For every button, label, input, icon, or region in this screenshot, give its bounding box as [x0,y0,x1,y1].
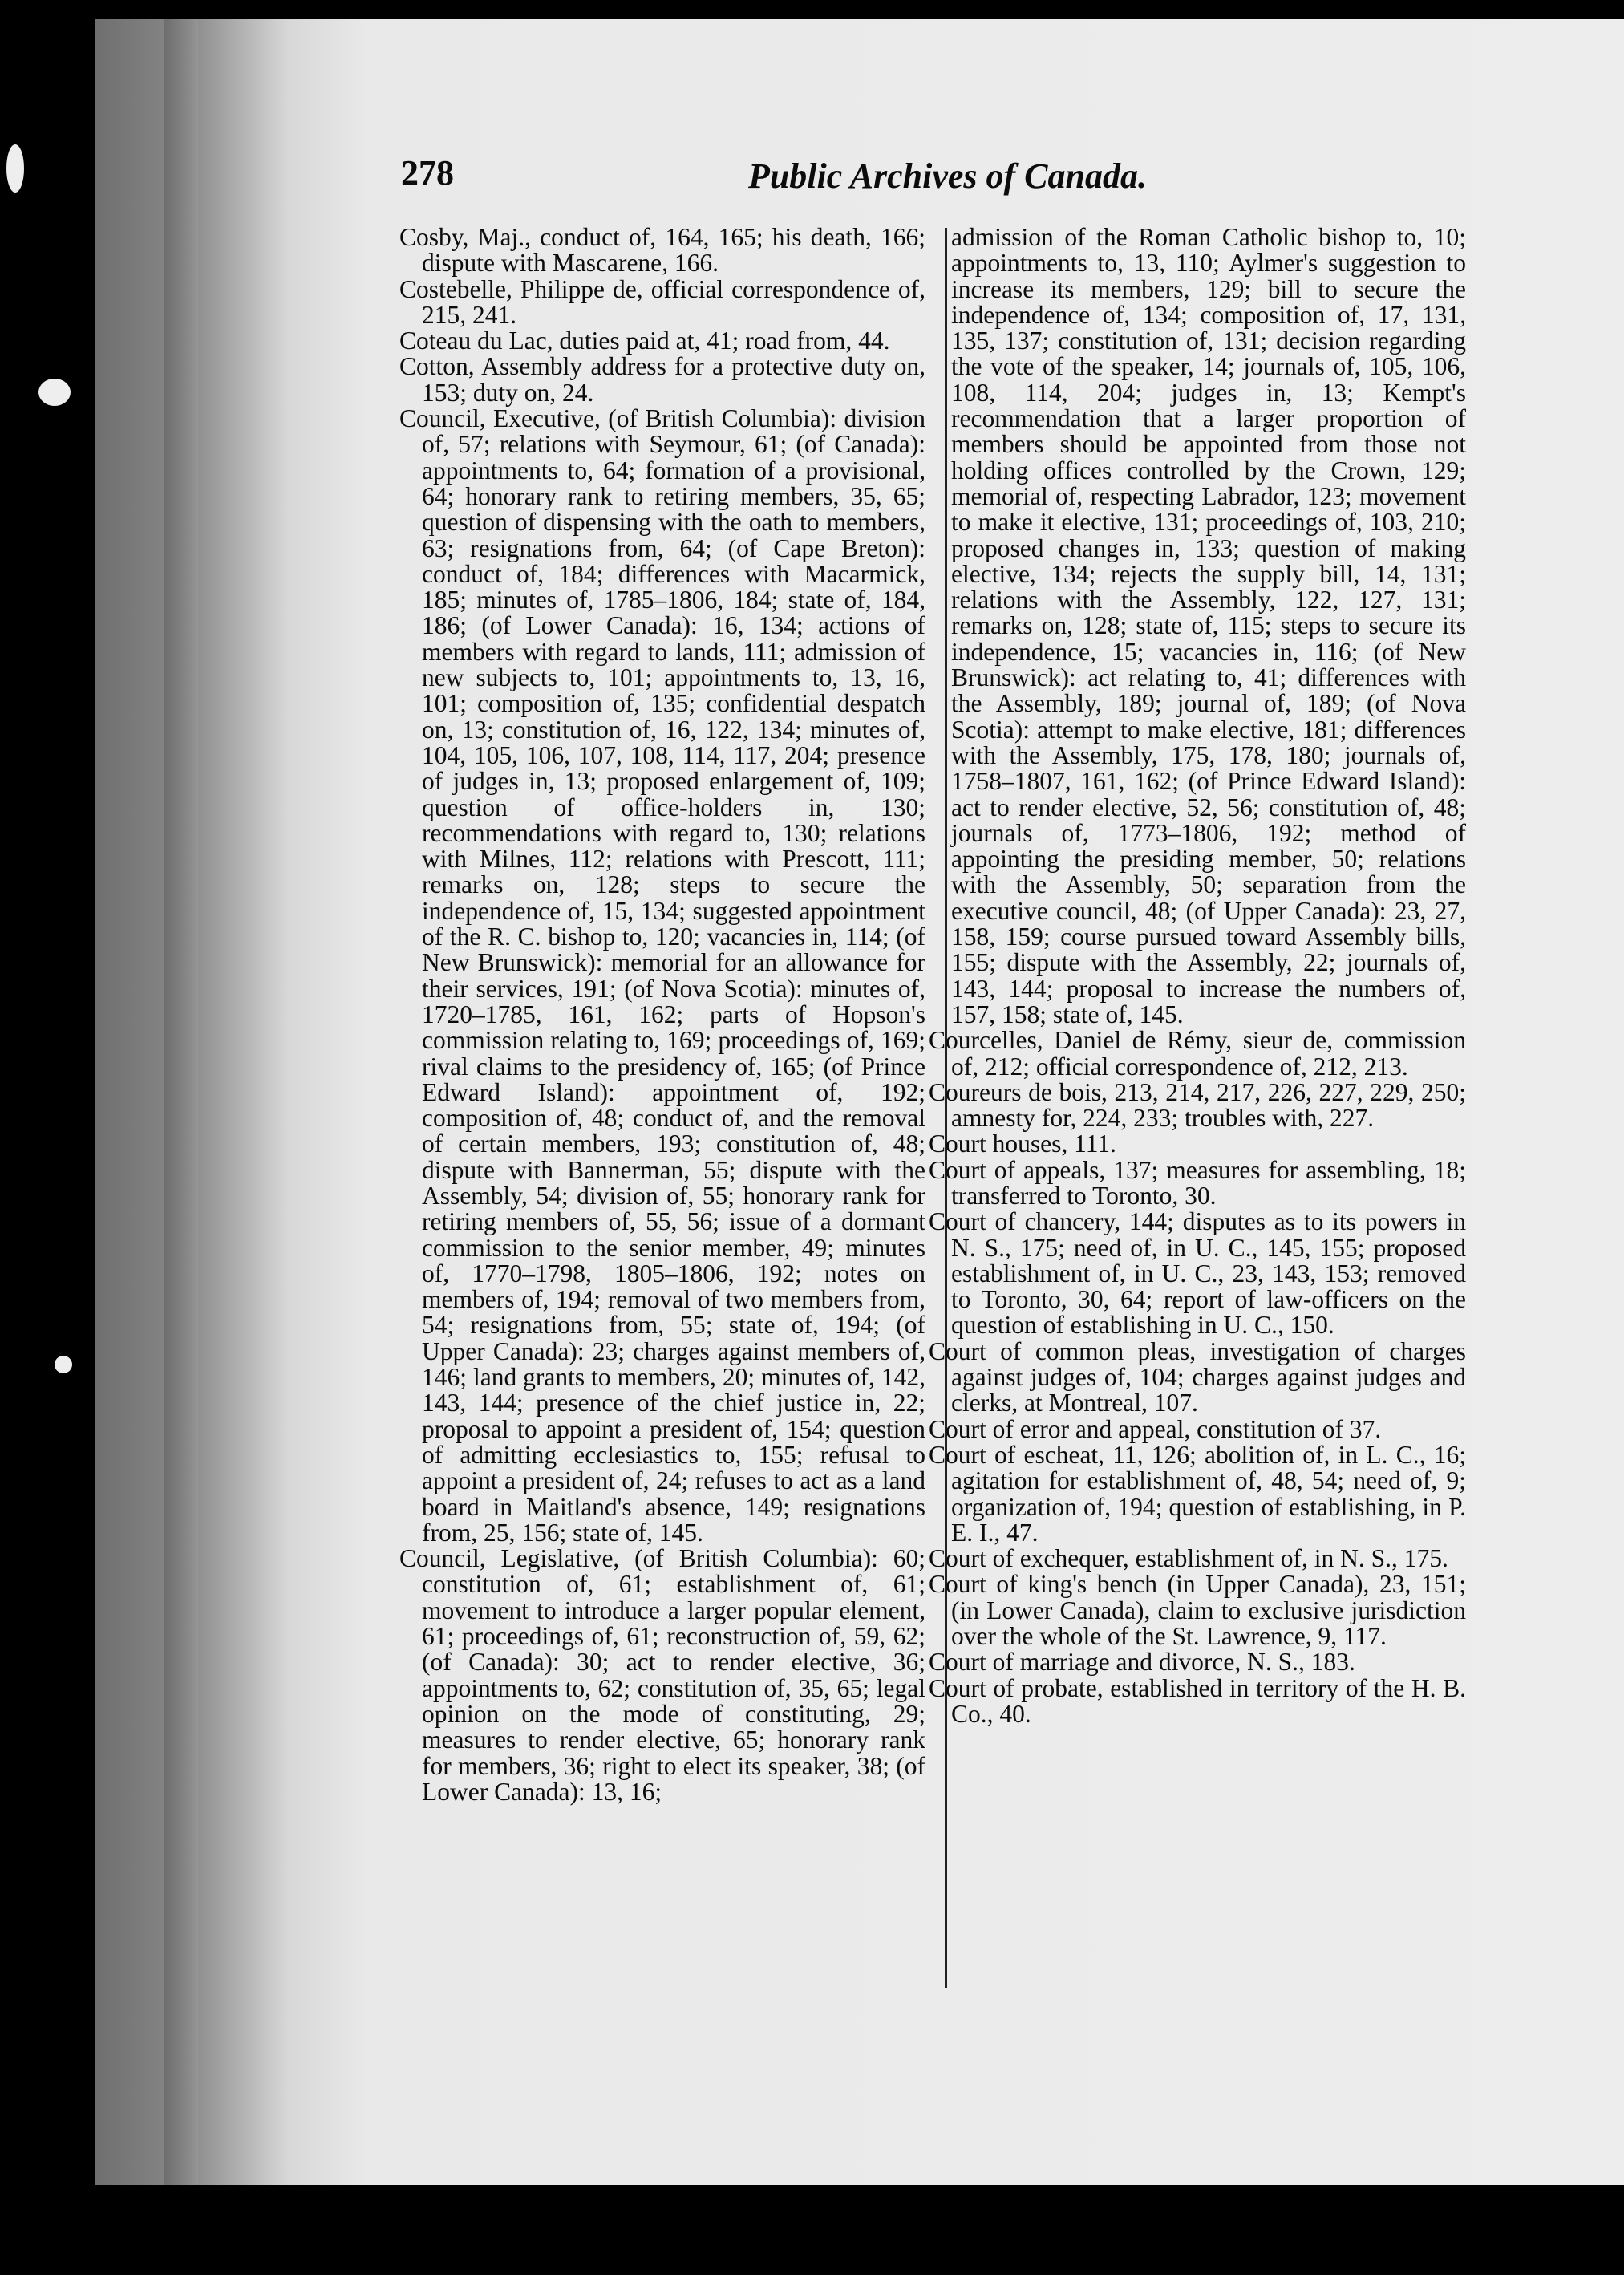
index-entry: Court of marriage and divorce, N. S., 183. [929,1648,1355,1677]
index-entry: Coureurs de bois, 213, 214, 217, 226, 227, 229, 250; amnesty for, 224, 233; troubles with, 227. [929,1077,1466,1133]
index-entry: Court of escheat, 11, 126; abolition of, in L. C., 16; agitation for establishment of, 48, 54; need of, 9; organization of, 194; question of establishing, in P. E. I., 47. [929,1440,1466,1547]
page-gutter-shadow [164,19,198,2185]
edge-speck [38,379,71,406]
index-entry: Court of error and appeal, constitution of 37. [929,1414,1382,1443]
page-number: 278 [401,153,454,193]
index-entry: Court of appeals, 137; measures for assembling, 18; transferred to Toronto, 30. [929,1155,1466,1210]
index-entry: Cotton, Assembly address for a protective duty on, 153; duty on, 24. [399,352,925,407]
edge-speck [55,1356,72,1373]
edge-speck [6,144,24,193]
index-entry: Court of probate, established in territory of the H. B. Co., 40. [929,1673,1466,1728]
index-entry: Court of chancery, 144; disputes as to its powers in N. S., 175; need of, in U. C., 145, 155; proposed establishment of, in U. C., 23, 143, 153; removed to Toronto, 30, 64; report of law-officers on the question of establishing in U. C., 150. [929,1207,1466,1340]
page-header [401,152,1147,201]
index-entry: Court of common pleas, investigation of charges against judges of, 104; charges against judges and clerks, at Montreal, 107. [929,1336,1466,1417]
index-entry: Court of exchequer, establishment of, in N. S., 175. [929,1544,1448,1573]
index-entry: Council, Legislative, (of British Columbia): 60; constitution of, 61; establishment of, 61; movement to introduce a larger popular element, 61; proceedings of, 61; reconstruction of, 59, 62; (of Canada): 30; act to render elective, 36; appointments to, 62; constitution of, 35, 65; legal opinion on the mode of constituting, 29; measures to render elective, 65; honorary rank for members, 36; right to elect its speaker, 38; (of Lower Canada): 13, 16; [399,1544,925,1806]
index-entry-continued: admission of the Roman Catholic bishop to, 10; appointments to, 13, 110; Aylmer's suggestion to increase its members, 129; bill to secure the independence of, 134; composition of, 17, 131, 135, 137; constitution of, 131; decision regarding the vote of the speaker, 14; journals of, 105, 106, 108, 114, 204; judges in, 13; Kempt's recommendation that a larger proportion of members should be appointed from those not holding offices controlled by the Crown, 129; memorial of, respecting Labrador, 123; movement to make it elective, 131; proceedings of, 103, 210; proposed changes in, 133; question of making elective, 134; rejects the supply bill, 14, 131; relations with the Assembly, 122, 127, 131; remarks on, 128; state of, 115; steps to secure its independence, 15; vacancies in, 116; (of New Brunswick): act relating to, 41; differences with the Assembly, 189; journal of, 189; (of Nova Scotia): attempt to make elective, 181; differences with the Assembly, 175, 178, 180; journals of, 1758–1807, 161, 162; (of Prince Edward Island): act to render elective, 52, 56; constitution of, 48; journals of, 1773–1806, 192; method of appointing the presiding member, 50; relations with the Assembly, 50; separation from the executive council, 48; (of Upper Canada): 23, 27, 158, 159; course pursued toward Assembly bills, 155; dispute with the Assembly, 22; journals of, 143, 144; proposal to increase the numbers of, 157, 158; state of, 145. [951,223,1466,1028]
index-entry: Court of king's bench (in Upper Canada), 23, 151; (in Lower Canada), claim to exclusive jurisdiction over the whole of the St. Lawrence, 9, 117. [929,1570,1466,1651]
index-entry: Court houses, 111. [929,1129,1116,1158]
index-entry: Courcelles, Daniel de Rémy, sieur de, commission of, 212; official correspondence of, 212, 213. [929,1026,1466,1081]
index-entry: Costebelle, Philippe de, official correspondence of, 215, 241. [399,274,925,329]
index-column-right [929,225,1466,1727]
running-title: Public Archives of Canada. [747,156,1147,196]
index-entry: Cosby, Maj., conduct of, 164, 165; his death, 166; dispute with Mascarene, 166. [399,223,925,278]
index-entry: Council, Executive, (of British Columbia): division of, 57; relations with Seymour, 61; (of Canada): appointments to, 64; formation of a provisional, 64; honorary rank to retiring members, 35, 65; question of dispensing with the oath to members, 63; resignations from, 64; (of Cape Breton): conduct of, 184; differences with Macarmick, 185; minutes of, 1785–1806, 184; state of, 184, 186; (of Lower Canada): 16, 134; actions of members with regard to lands, 111; admission of new subjects to, 101; appointments to, 13, 16, 101; composition of, 135; confidential despatch on, 13; constitution of, 16, 122, 134; minutes of, 104, 105, 106, 107, 108, 114, 117, 204; presence of judges in, 13; proposed enlargement of, 109; question of office-holders in, 130; recommendations with regard to, 130; relations with Milnes, 112; relations with Prescott, 111; remarks on, 128; steps to secure the independence of, 15, 134; suggested appointment of the R. C. bishop to, 120; vacancies in, 114; (of New Brunswick): memorial for an allowance for their services, 191; (of Nova Scotia): minutes of, 1720–1785, 161, 162; parts of Hopson's commission relating to, 169; proceedings of, 169; rival claims to the presidency of, 165; (of Prince Edward Island): appointment of, 192; composition of, 48; conduct of, and the removal of certain members, 193; constitution of, 48; dispute with Bannerman, 55; dispute with the Assembly, 54; division of, 55; honorary rank for retiring members of, 55, 56; issue of a dormant commission to the senior member, 49; minutes of, 1770–1798, 1805–1806, 192; notes on members of, 194; removal of two members from, 54; resignations from, 55; state of, 194; (of Upper Canada): 23; charges against members of, 146; land grants to members, 20; minutes of, 142, 143, 144; presence of the chief justice in, 22; proposal to appoint a president of, 154; question of admitting ecclesiastics to, 155; refusal to appoint a president of, 24; refuses to act as a land board in Maitland's absence, 149; resignations from, 25, 156; state of, 145. [399,404,925,1547]
index-entry: Coteau du Lac, duties paid at, 41; road from, 44. [399,326,890,355]
index-column-left [399,225,925,1805]
